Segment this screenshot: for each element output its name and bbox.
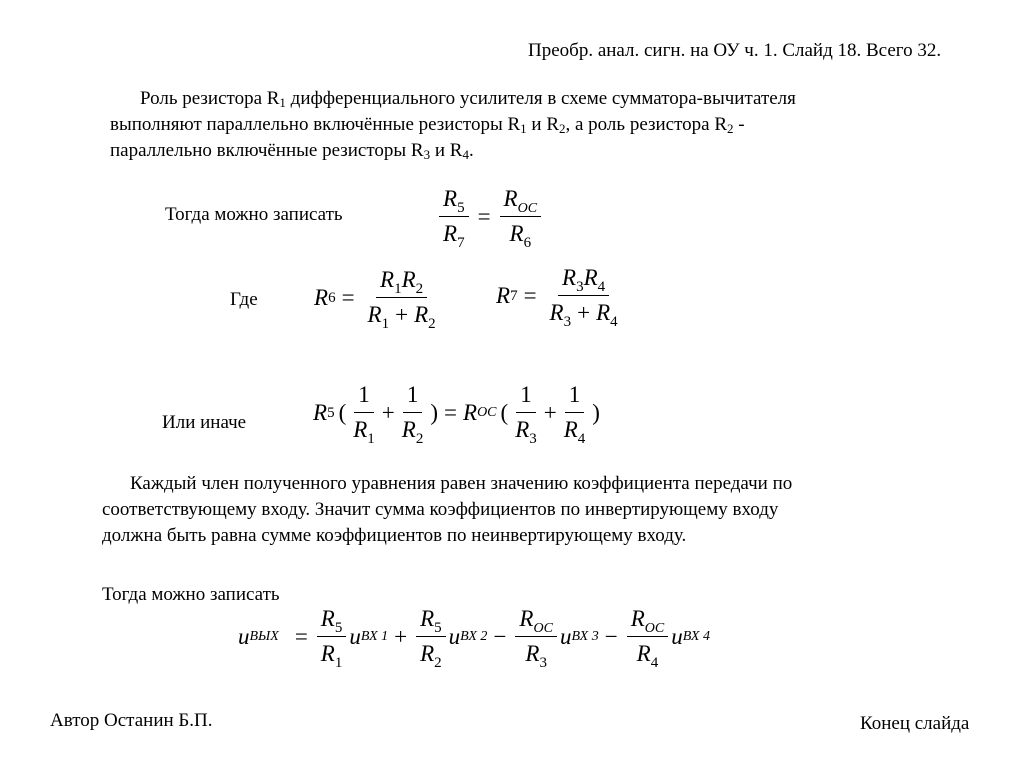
fraction: $\frac{R_1R_2}{R_1 + R_2}$ bbox=[367, 267, 436, 332]
formula-sum: R 5 ( $\frac{1}{R_1}$ + $\frac{1}{R_2}$ ) = R ОС ( $\frac{1}{R_3}$ + $\frac{1}{R_4}$ ) bbox=[313, 382, 600, 447]
text: и R bbox=[430, 140, 463, 161]
text: - bbox=[733, 114, 745, 135]
subscript: 4 bbox=[462, 147, 469, 162]
intro-paragraph bbox=[110, 86, 950, 164]
text: . bbox=[468, 140, 474, 161]
footer-end: Конец слайда bbox=[860, 713, 970, 734]
text: выполняют параллельно включённые резисторы R bbox=[110, 114, 521, 135]
fraction: $\frac{R_5}{R_7}$ bbox=[439, 184, 469, 249]
subscript: 1 bbox=[520, 121, 527, 136]
subscript: 2 bbox=[727, 121, 734, 136]
subscript: 3 bbox=[423, 147, 431, 162]
text: дифференциального усилителя в схеме сумматора-вычитателя bbox=[285, 88, 796, 109]
text: , а роль резистора R bbox=[565, 114, 728, 135]
explanation-paragraph bbox=[102, 471, 962, 549]
text: и R bbox=[526, 114, 559, 135]
label-where: Где bbox=[230, 289, 258, 310]
fraction: $\frac{R_{ОС}}{R_6}$ bbox=[500, 184, 542, 249]
text-line: Каждый член полученного уравнения равен значению коэффициента передачи по bbox=[130, 473, 793, 494]
text: параллельно включённые резисторы R bbox=[110, 140, 424, 161]
formula-r7: R 7 = $\frac{R_3R_4}{R_3 + R_4}$ bbox=[496, 263, 625, 328]
subscript: 2 bbox=[559, 121, 566, 136]
label-or: Или иначе bbox=[162, 412, 247, 433]
text-line: должна быть равна сумме коэффициентов по неинвертирующему входу. bbox=[102, 525, 687, 546]
formula-r6: R 6 = $\frac{R_1R_2}{R_1 + R_2}$ bbox=[314, 265, 443, 330]
formula-output: u ВЫХ = $\frac{R_5}{R_1}$ u ВХ 1 + $\frac{R_5}{R_2}$ u ВХ 2 − $\frac{R_{ОС}}{R_3}$ u ВХ 3 − $\frac{R_{ОС}}{R_4}$ u ВХ 4 bbox=[238, 606, 710, 671]
subscript: 1 bbox=[279, 95, 286, 110]
footer-author: Автор Останин Б.П. bbox=[50, 710, 213, 731]
label-then-2: Тогда можно записать bbox=[102, 584, 280, 605]
formula-ratio bbox=[436, 184, 544, 249]
text: Роль резистора R bbox=[140, 88, 280, 109]
slide-header: Преобр. анал. сигн. на ОУ ч. 1. Слайд 18. Всего 32. bbox=[528, 40, 942, 61]
equals-sign: = bbox=[477, 203, 491, 229]
label-then-1: Тогда можно записать bbox=[165, 204, 343, 225]
text-line: соответствующему входу. Значит сумма коэффициентов по инвертирующему входу bbox=[102, 499, 779, 520]
fraction: $\frac{R_3R_4}{R_3 + R_4}$ bbox=[549, 265, 618, 330]
